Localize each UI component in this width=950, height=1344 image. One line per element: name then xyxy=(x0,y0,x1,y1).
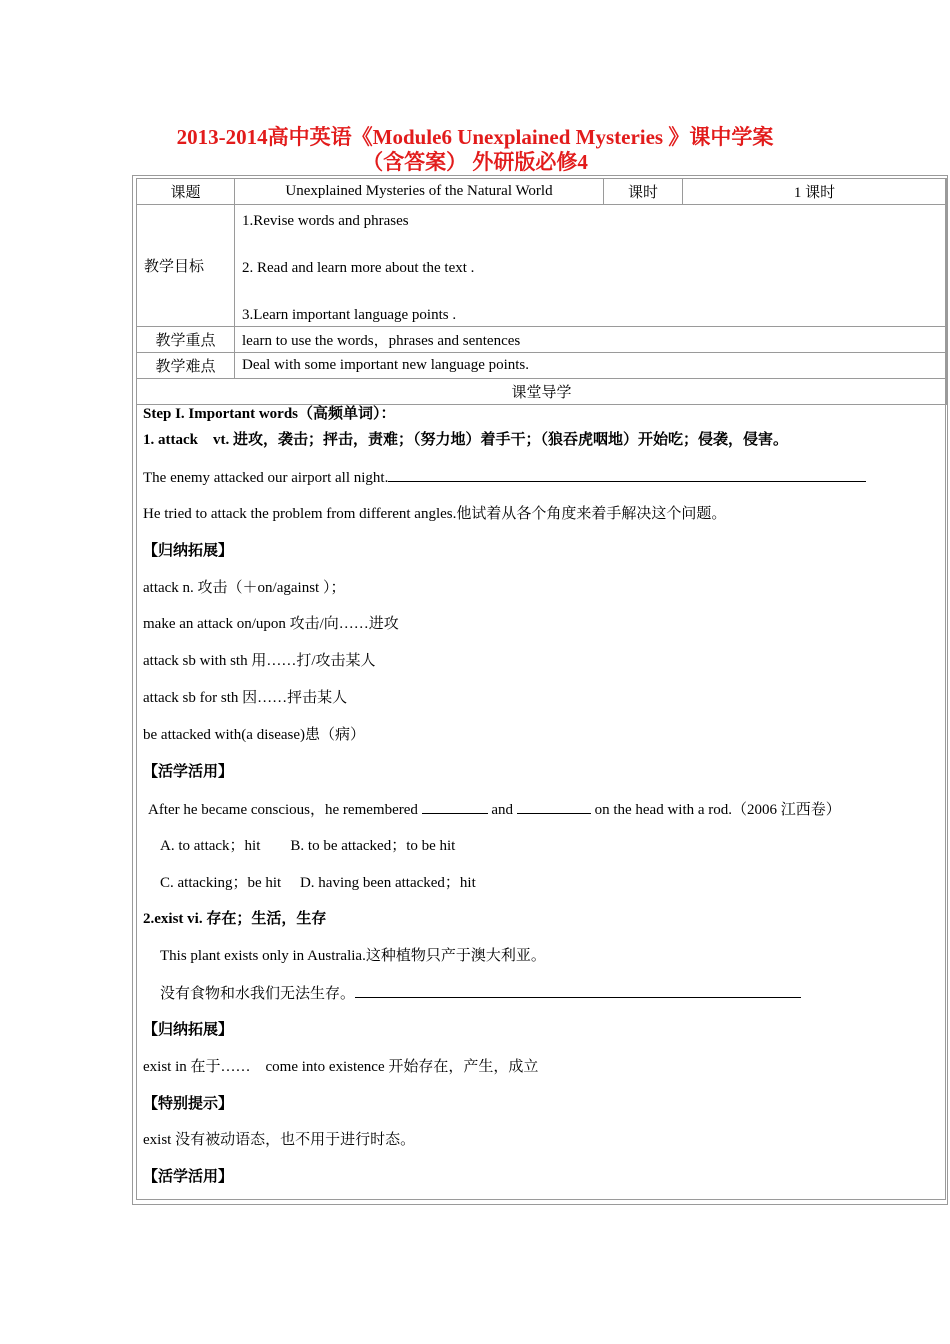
expand-label: 【归纳拓展】 xyxy=(143,543,234,559)
apply-label: 【活学活用】 xyxy=(143,1169,234,1185)
exist-note: exist 没有被动语态，也不用于进行时态。 xyxy=(143,1132,416,1148)
word-attack-heading: 1. attack vt. 进攻，袭击；抨击，责难；（努力地）着手干；（狼吞虎咽地）开始吃；侵袭，侵害。 xyxy=(143,432,788,448)
apply-label: 【活学活用】 xyxy=(143,764,234,780)
attack-expansion: be attacked with(a disease)患（病） xyxy=(143,727,366,743)
exist-example-2: 没有食物和水我们无法生存。 xyxy=(160,983,801,1004)
period-value: 1 课时 xyxy=(683,179,947,205)
objective-item: 1.Revise words and phrases xyxy=(242,213,409,229)
exist-example-1: This plant exists only in Australia.这种植物只产于澳大利亚。 xyxy=(160,948,546,964)
attack-expansion: attack sb for sth 因……抨击某人 xyxy=(143,690,348,706)
document-title-line1: 2013-2014高中英语《Module6 Unexplained Mysteries 》课中学案 xyxy=(176,125,774,149)
note-label: 【特别提示】 xyxy=(143,1096,234,1112)
topic-value: Unexplained Mysteries of the Natural World xyxy=(235,179,604,205)
guide-label: 课堂导学 xyxy=(137,379,947,405)
objective-item: 2. Read and learn more about the text . xyxy=(242,260,475,276)
attack-expansion: attack n. 攻击（＋on/against ）； xyxy=(143,580,346,596)
expand-label: 【归纳拓展】 xyxy=(143,1022,234,1038)
exist-expansion: exist in 在于…… come into existence 开始存在，产生，成立 xyxy=(143,1059,539,1075)
lesson-header-table xyxy=(136,178,947,405)
difficulty-value: Deal with some important new language points. xyxy=(235,353,947,379)
answer-blank[interactable] xyxy=(388,467,866,482)
attack-question: After he became conscious，he remembered and on the head with a rod.（2006 江西卷） xyxy=(148,799,841,820)
objectives-cell xyxy=(235,205,947,327)
attack-expansion: make an attack on/upon 攻击/向……进攻 xyxy=(143,616,399,632)
objective-item: 3.Learn important language points . xyxy=(242,307,457,323)
attack-options-ab: A. to attack；hit B. to be attacked；to be hit xyxy=(160,838,456,854)
answer-blank[interactable] xyxy=(517,799,591,814)
answer-blank[interactable] xyxy=(422,799,488,814)
attack-expansion: attack sb with sth 用……打/攻击某人 xyxy=(143,653,376,669)
difficulty-label: 教学难点 xyxy=(137,353,235,379)
step-heading: Step I. Important words（高频单词）： xyxy=(143,406,396,422)
answer-blank[interactable] xyxy=(355,983,801,998)
period-label: 课时 xyxy=(604,179,683,205)
focus-value: learn to use the words，phrases and sentences xyxy=(235,327,947,353)
document-title-line2: （含答案） 外研版必修4 xyxy=(362,150,588,174)
objectives-label: 教学目标 xyxy=(137,205,235,327)
word-exist-heading: 2.exist vi. 存在；生活，生存 xyxy=(143,911,327,927)
attack-example-1: The enemy attacked our airport all night. xyxy=(143,467,866,488)
attack-options-cd: C. attacking；be hit D. having been attacked；hit xyxy=(160,875,476,891)
focus-label: 教学重点 xyxy=(137,327,235,353)
attack-example-2: He tried to attack the problem from different angles.他试着从各个角度来着手解决这个问题。 xyxy=(143,506,727,522)
topic-label: 课题 xyxy=(137,179,235,205)
